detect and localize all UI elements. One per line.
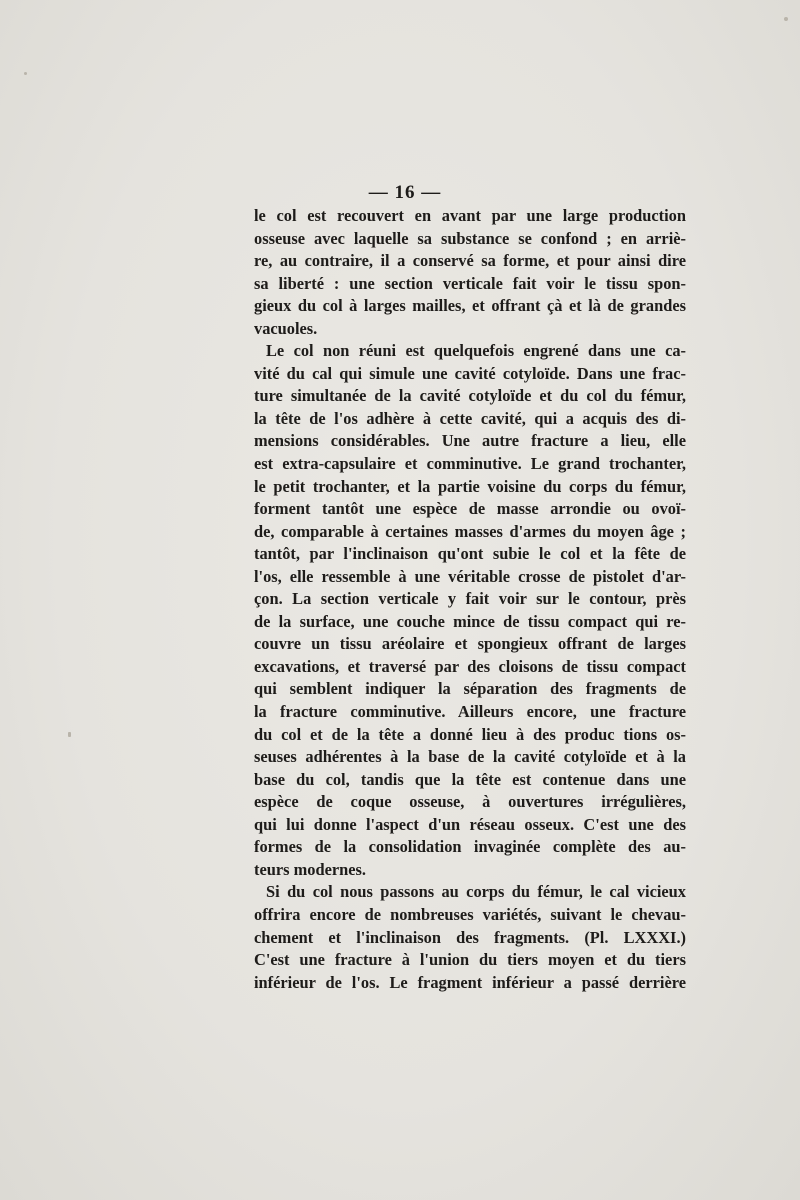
text-line: Le col non réuni est quelquefois engrené dans une ca- xyxy=(266,341,686,361)
text-line: couvre un tissu aréolaire et spongieux offrant de larges xyxy=(254,634,686,654)
text-line: la fracture comminutive. Ailleurs encore, une fracture xyxy=(254,702,686,722)
text-line: Si du col nous passons au corps du fémur, le cal vicieux xyxy=(266,882,686,902)
paper-speck xyxy=(784,17,788,21)
paper-speck xyxy=(24,72,27,75)
text-line: l'os, elle ressemble à une véritable crosse de pistolet d'ar- xyxy=(254,566,686,586)
text-line: teurs modernes. xyxy=(254,859,366,879)
text-line: forment tantôt une espèce de masse arrondie ou ovoï- xyxy=(254,499,686,519)
text-line: çon. La section verticale y fait voir sur le contour, près xyxy=(254,589,686,609)
text-line: excavations, et traversé par des cloisons de tissu compact xyxy=(254,656,686,676)
text-line: formes de la consolidation invaginée complète des au- xyxy=(254,837,686,857)
text-line: offrira encore de nombreuses variétés, suivant le chevau- xyxy=(254,904,686,924)
text-line: mensions considérables. Une autre fracture a lieu, elle xyxy=(254,431,686,451)
text-line: la tête de l'os adhère à cette cavité, qui a acquis des di- xyxy=(254,408,686,428)
paper-speck xyxy=(68,732,71,737)
text-line: seuses adhérentes à la base de la cavité cotyloïde et à la xyxy=(254,747,686,767)
text-line: vité du cal qui simule une cavité cotyloïde. Dans une frac- xyxy=(254,363,686,383)
text-line: osseuse avec laquelle sa substance se confond ; en arriè- xyxy=(254,228,686,248)
text-line: sa liberté : une section verticale fait voir le tissu spon- xyxy=(254,273,686,293)
page-number: — 16 — xyxy=(368,182,442,203)
text-line: inférieur de l'os. Le fragment inférieur a passé derrière xyxy=(254,972,686,992)
body-text xyxy=(254,205,686,994)
text-line: tantôt, par l'inclinaison qu'ont subie le col et la fête de xyxy=(254,544,686,564)
text-line: base du col, tandis que la tête est contenue dans une xyxy=(254,769,686,789)
text-line: gieux du col à larges mailles, et offrant çà et là de grandes xyxy=(254,296,686,316)
text-line: espèce de coque osseuse, à ouvertures irrégulières, xyxy=(254,792,686,812)
text-line: ture simultanée de la cavité cotyloïde et du col du fémur, xyxy=(254,386,686,406)
text-line: qui lui donne l'aspect d'un réseau osseux. C'est une des xyxy=(254,814,686,834)
text-line: est extra-capsulaire et comminutive. Le grand trochanter, xyxy=(254,454,686,474)
text-line: de, comparable à certaines masses d'armes du moyen âge ; xyxy=(254,521,686,541)
text-line: vacuoles. xyxy=(254,318,318,338)
text-line: C'est une fracture à l'union du tiers moyen et du tiers xyxy=(254,950,686,970)
text-line: re, au contraire, il a conservé sa forme, et pour ainsi dire xyxy=(254,251,686,271)
text-line: de la surface, une couche mince de tissu compact qui re- xyxy=(254,611,686,631)
text-line: le petit trochanter, et la partie voisine du corps du fémur, xyxy=(254,476,686,496)
text-line: qui semblent indiquer la séparation des fragments de xyxy=(254,679,686,699)
text-line: du col et de la tête a donné lieu à des produc tions os- xyxy=(254,724,686,744)
text-line: chement et l'inclinaison des fragments. (Pl. LXXXI.) xyxy=(254,927,686,947)
text-line: le col est recouvert en avant par une large production xyxy=(254,206,686,225)
